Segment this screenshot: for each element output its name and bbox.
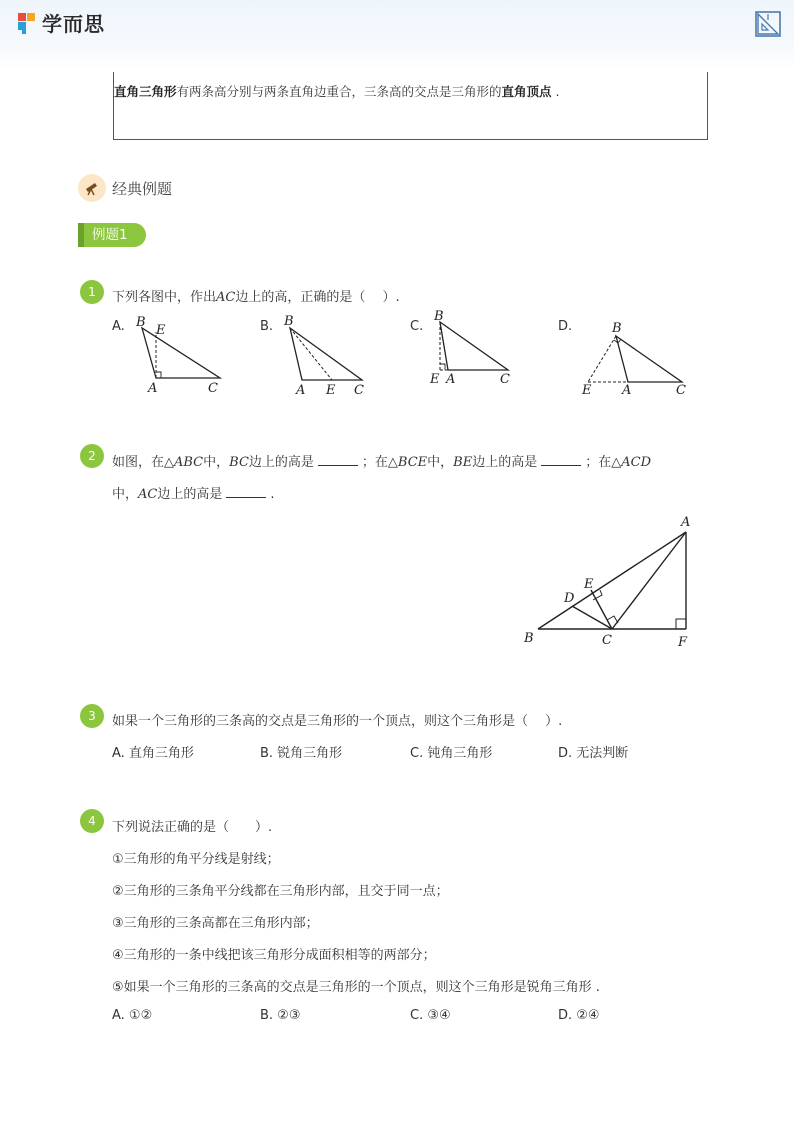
logo <box>16 8 105 37</box>
svg-text:C: C <box>500 372 510 387</box>
svg-text:A: A <box>681 515 691 530</box>
q2-t5: 中， <box>427 455 454 470</box>
q3-option-a: A. 直角三角形 <box>112 746 194 761</box>
q3-option-c: C. 钝角三角形 <box>410 746 493 761</box>
q4-statement-4: ④三角形的一条中线把该三角形分成面积相等的两部分； <box>112 948 436 963</box>
q2-m4: BE <box>453 455 473 470</box>
q4-option-d: D. ②④ <box>558 1008 600 1023</box>
q4-statement-2: ②三角形的三条角平分线都在三角形内部，且交于同一点； <box>112 884 449 899</box>
q1-pre: 下列各图中，作出 <box>112 290 217 305</box>
question-number-2: 2 <box>80 444 104 468</box>
q4-statement-5: ⑤如果一个三角形的三条高的交点是三角形的一个顶点，则这个三角形是锐角三角形 . <box>112 980 600 995</box>
svg-text:A: A <box>148 381 158 396</box>
svg-text:C: C <box>676 383 686 398</box>
svg-text:C: C <box>602 633 612 648</box>
q2-m2: BC <box>229 455 249 470</box>
summary-bold-2: 直角顶点 <box>501 84 552 99</box>
question-3-text: 如果一个三角形的三条高的交点是三角形的一个顶点，则这个三角形是（ ）. <box>112 714 563 729</box>
q2-figure <box>516 510 706 655</box>
q4-option-a: A. ①② <box>112 1008 153 1023</box>
q2-m5: ACD <box>621 455 651 470</box>
question-number-4: 4 <box>80 809 104 833</box>
svg-text:B: B <box>136 315 146 330</box>
q1-post: 边上的高，正确的是（ ）. <box>235 290 400 305</box>
svg-text:F: F <box>678 635 688 650</box>
svg-text:E: E <box>326 383 336 398</box>
question-2-line-2 <box>112 483 275 502</box>
q2-t8: 中， <box>112 487 139 502</box>
summary-end: . <box>555 84 560 99</box>
svg-text:E: E <box>156 323 166 338</box>
q1-option-b: B. <box>260 319 274 334</box>
q1-option-c: C. <box>410 319 424 334</box>
summary-mid: 有两条高分别与两条直角边重合，三条高的交点是三角形的 <box>176 84 502 99</box>
section-title <box>78 174 172 202</box>
summary-bold-1: 直角三角形 <box>114 84 177 99</box>
q4-option-b: B. ②③ <box>260 1008 301 1023</box>
logo-text: 学而思 <box>42 12 105 36</box>
svg-text:A: A <box>446 372 456 387</box>
question-number-3: 3 <box>80 704 104 728</box>
svg-text:C: C <box>354 383 364 398</box>
svg-text:B: B <box>612 321 622 336</box>
svg-text:A: A <box>622 383 632 398</box>
ruler-triangle-icon <box>754 10 782 38</box>
q2-t4: ；在△ <box>361 455 398 470</box>
q1-figure-d <box>576 312 696 402</box>
answer-blank-2[interactable] <box>541 454 581 466</box>
svg-text:B: B <box>524 631 534 646</box>
summary-box <box>113 72 708 140</box>
q1-figure-a <box>130 310 230 400</box>
q4-option-c: C. ③④ <box>410 1008 451 1023</box>
svg-text:E: E <box>584 577 594 592</box>
q2-m3: BCE <box>397 455 428 470</box>
svg-text:D: D <box>564 591 575 606</box>
q2-t7: ；在△ <box>585 455 622 470</box>
section-label: 经典例题 <box>112 179 173 198</box>
q1-math: AC <box>216 290 236 305</box>
question-2-line-1 <box>112 451 651 470</box>
summary-text <box>114 82 560 100</box>
answer-blank-1[interactable] <box>318 454 358 466</box>
question-number-1: 1 <box>80 280 104 304</box>
question-4-text: 下列说法正确的是（ ）. <box>112 820 273 835</box>
q2-t9: 边上的高是 <box>157 487 223 502</box>
q3-option-d: D. 无法判断 <box>558 746 629 761</box>
q4-statement-3: ③三角形的三条高都在三角形内部； <box>112 916 319 931</box>
q2-t3: 边上的高是 <box>248 455 314 470</box>
q3-option-b: B. 锐角三角形 <box>260 746 343 761</box>
page-header <box>0 0 794 70</box>
svg-text:E: E <box>430 372 440 387</box>
q2-t10: . <box>270 487 275 502</box>
q2-t2: 中， <box>203 455 230 470</box>
q1-figure-c <box>426 306 526 396</box>
q4-statement-1: ①三角形的角平分线是射线； <box>112 852 280 867</box>
svg-text:C: C <box>208 381 218 396</box>
question-1-text <box>112 286 400 305</box>
example-tag: 例题1 <box>78 223 146 247</box>
logo-mark-icon <box>16 11 38 35</box>
q2-t1: 如图，在△ <box>112 455 174 470</box>
svg-text:E: E <box>582 383 592 398</box>
q1-figure-b <box>280 310 380 400</box>
q2-t6: 边上的高是 <box>472 455 538 470</box>
telescope-icon <box>78 174 106 202</box>
svg-text:A: A <box>296 383 306 398</box>
q2-m1: ABC <box>174 455 204 470</box>
q1-option-d: D. <box>558 319 573 334</box>
svg-text:B: B <box>284 314 294 329</box>
answer-blank-3[interactable] <box>226 486 266 498</box>
q1-option-a: A. <box>112 319 125 334</box>
q2-m6: AC <box>138 487 158 502</box>
svg-text:B: B <box>434 309 444 324</box>
